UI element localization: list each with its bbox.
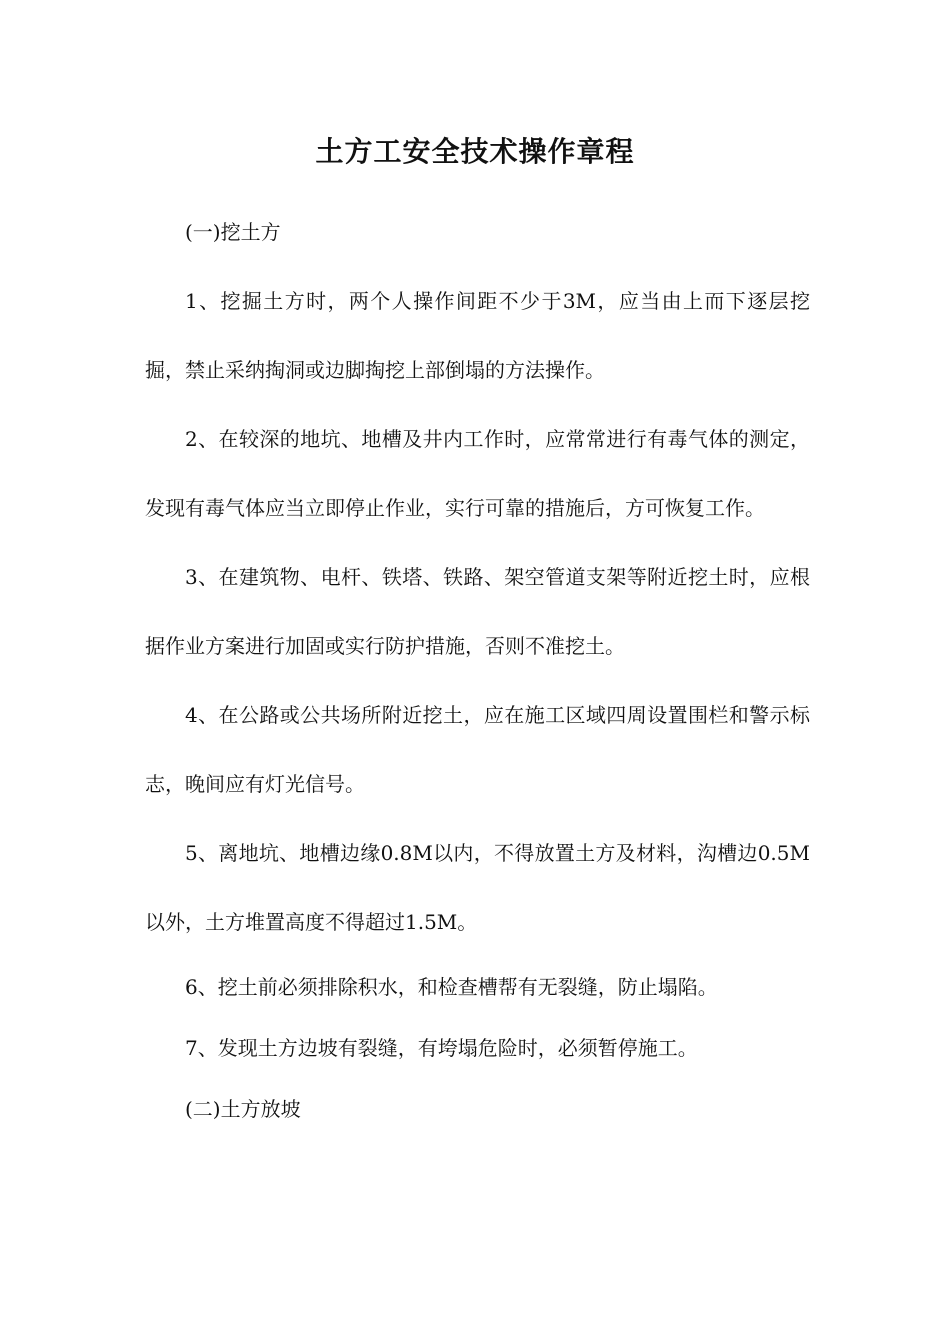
paragraph-6: 6、挖土前必须排除积水，和检查槽帮有无裂缝，防止塌陷。 bbox=[185, 975, 718, 999]
paragraph-1: 1、挖掘土方时，两个人操作间距不少于3M，应当由上而下逐层挖掘，禁止采纳掏洞或边脚掏挖上部倒塌的方法操作。 bbox=[145, 289, 810, 382]
paragraph-5: 5、离地坑、地槽边缘0.8M以内，不得放置土方及材料，沟槽边0.5M以外，土方堆置高度不得超过1.5M。 bbox=[145, 841, 810, 934]
section-heading-excavation: (一)挖土方 bbox=[185, 220, 281, 244]
document-body bbox=[145, 198, 810, 1140]
section-heading-slope: (二)土方放坡 bbox=[185, 1097, 301, 1121]
paragraph-2: 2、在较深的地坑、地槽及井内工作时，应常常进行有毒气体的测定，发现有毒气体应当立即停止作业，实行可靠的措施后，方可恢复工作。 bbox=[145, 427, 810, 520]
paragraph-4: 4、在公路或公共场所附近挖土，应在施工区域四周设置围栏和警示标志，晚间应有灯光信号。 bbox=[145, 703, 810, 796]
paragraph-7: 7、发现土方边坡有裂缝，有垮塌危险时，必须暂停施工。 bbox=[185, 1036, 698, 1060]
paragraph-3: 3、在建筑物、电杆、铁塔、铁路、架空管道支架等附近挖土时，应根据作业方案进行加固或实行防护措施，否则不准挖土。 bbox=[145, 565, 810, 658]
document-title: 土方工安全技术操作章程 bbox=[315, 135, 635, 168]
